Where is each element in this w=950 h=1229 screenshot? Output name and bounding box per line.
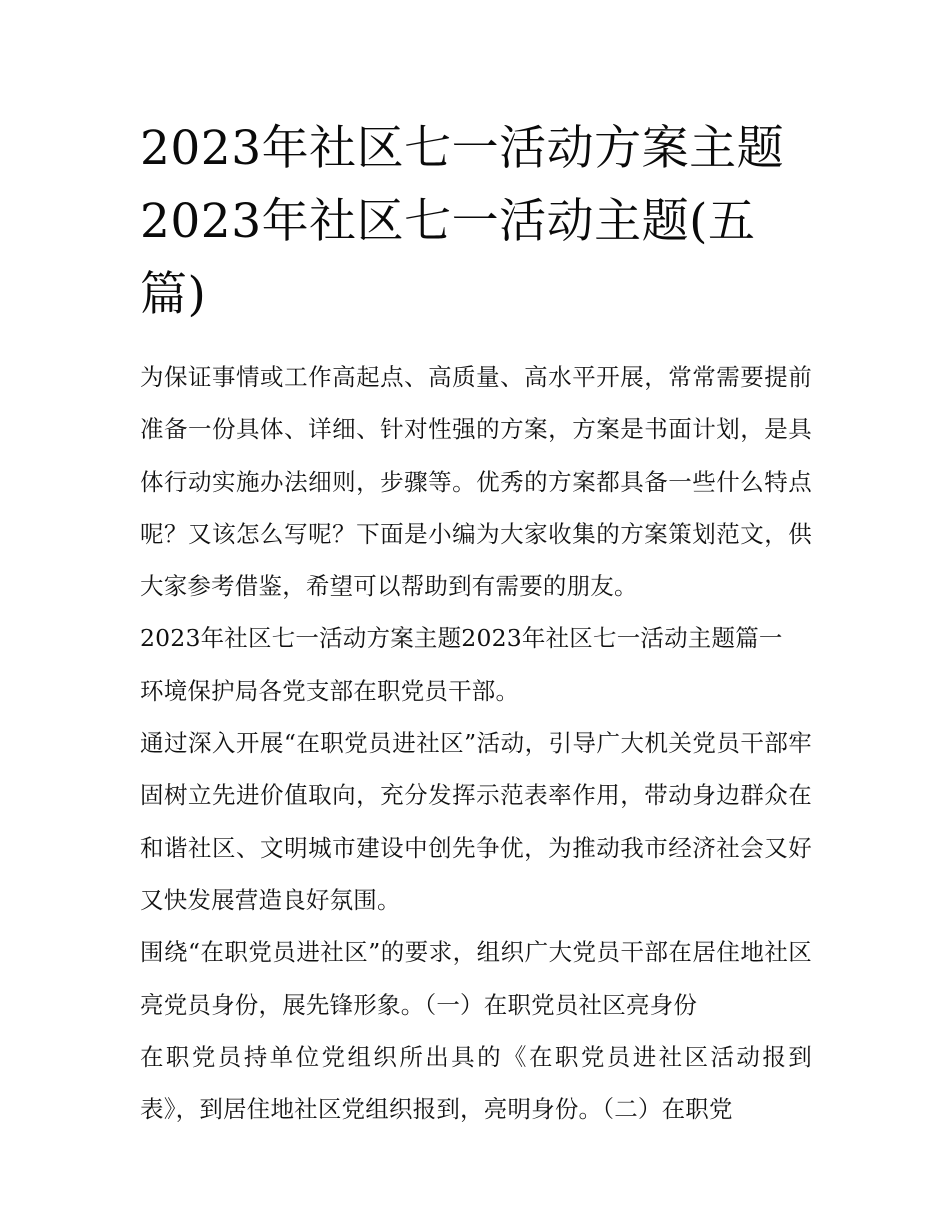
target-audience-paragraph: 环境保护局各党支部在职党员干部。 bbox=[140, 676, 520, 705]
document-title: 2023年社区七一活动方案主题2023年社区七一活动主题(五篇) bbox=[140, 121, 785, 322]
document-page bbox=[140, 112, 812, 1135]
requirements-paragraph: 围绕“在职党员进社区”的要求，组织广大党员干部在居住地社区亮党员身份，展先锋形象。（一）在职党员社区亮身份 bbox=[140, 938, 812, 1019]
section-heading: 2023年社区七一活动方案主题2023年社区七一活动主题篇一 bbox=[140, 624, 783, 653]
intro-paragraph: 为保证事情或工作高起点、高质量、高水平开展，常常需要提前准备一份具体、详细、针对性强的方案，方案是书面计划，是具体行动实施办法细则，步骤等。优秀的方案都具备一些什么特点呢？又该怎么写呢？下面是小编为大家收集的方案策划范文，供大家参考借鉴，希望可以帮助到有需要的朋友。 bbox=[140, 363, 812, 601]
purpose-paragraph: 通过深入开展“在职党员进社区”活动，引导广大机关党员干部牢固树立先进价值取向，充分发挥示范表率作用，带动身边群众在和谐社区、文明城市建设中创先争优，为推动我市经济社会又好又快发展营造良好氛围。 bbox=[140, 729, 812, 914]
registration-paragraph: 在职党员持单位党组织所出具的《在职党员进社区活动报到表》，到居住地社区党组织报到，亮明身份。（二）在职党 bbox=[140, 1042, 812, 1124]
